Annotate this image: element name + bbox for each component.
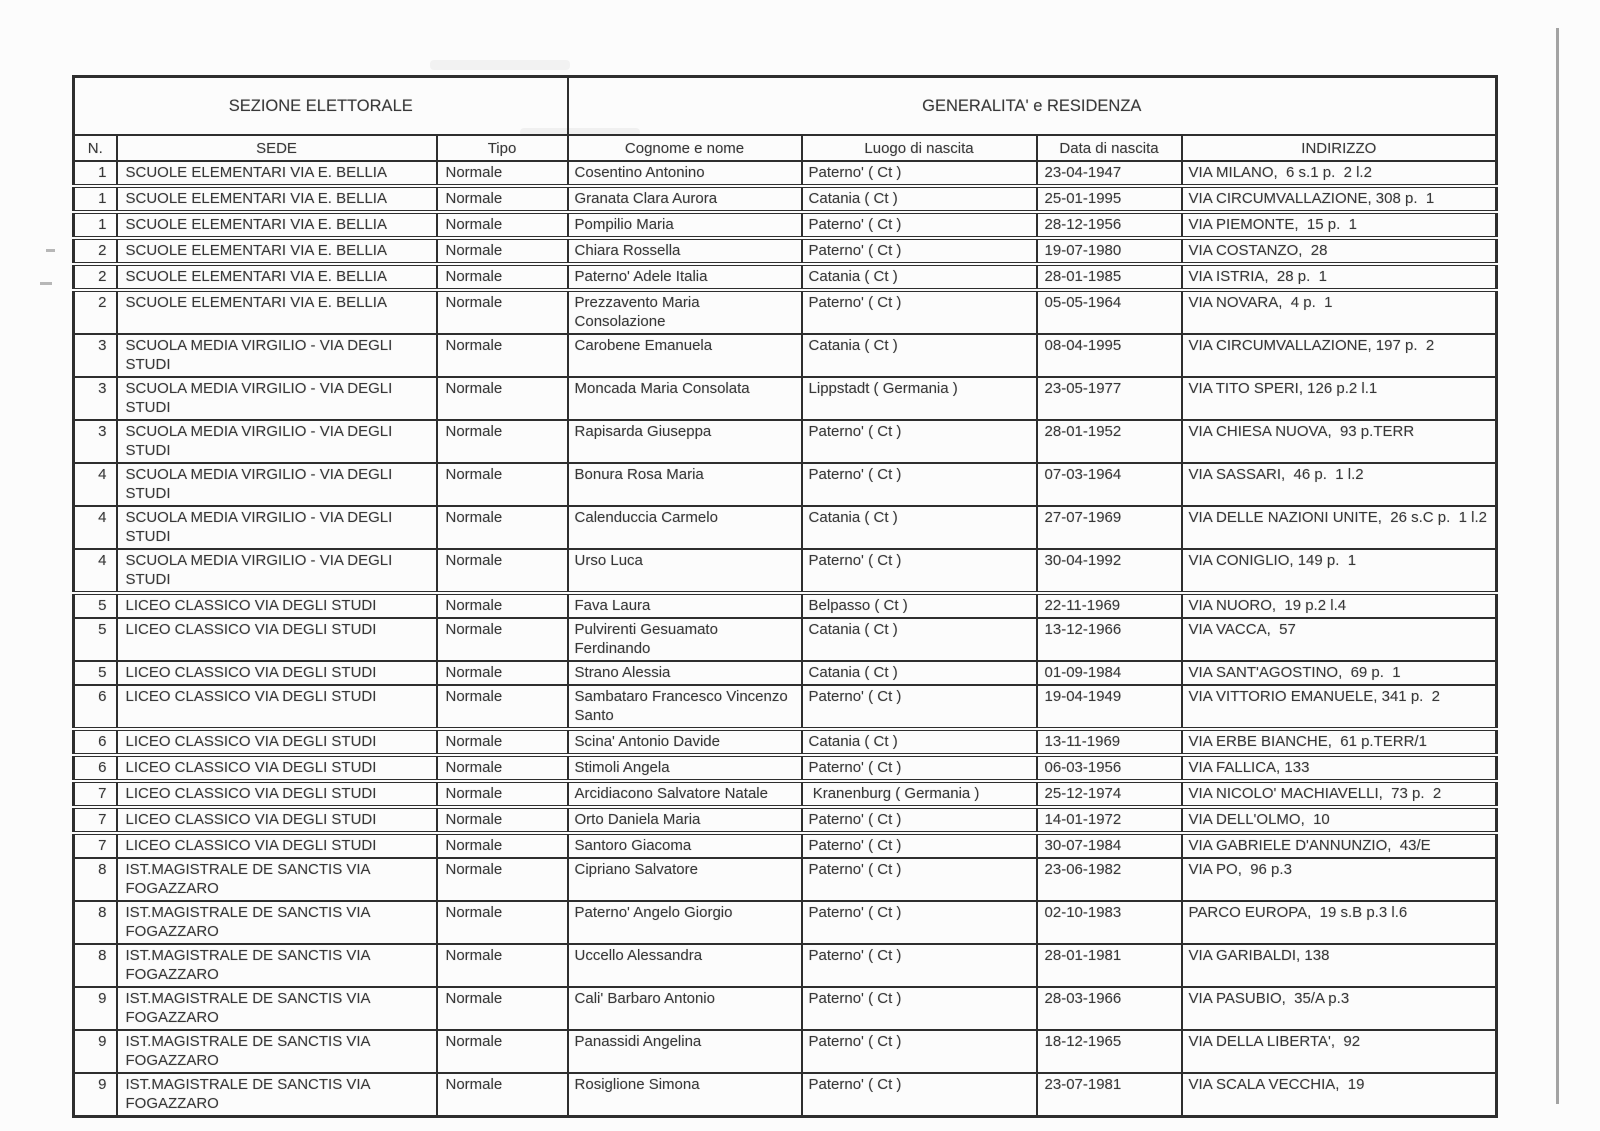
cell-n: 7 — [74, 781, 117, 807]
cell-data_nascita: 13-12-1966 — [1037, 618, 1182, 661]
cell-sede: LICEO CLASSICO VIA DEGLI STUDI — [117, 729, 437, 755]
cell-cognome: Pulvirenti Gesuamato Ferdinando — [568, 618, 802, 661]
column-header-cognome-e-nome: Cognome e nome — [568, 135, 802, 161]
cell-tipo: Normale — [437, 987, 568, 1030]
scan-artifact-dash — [40, 282, 52, 285]
cell-sede: SCUOLA MEDIA VIRGILIO - VIA DEGLI STUDI — [117, 420, 437, 463]
table-row — [74, 463, 1497, 506]
cell-data_nascita: 13-11-1969 — [1037, 729, 1182, 755]
cell-cognome: Orto Daniela Maria — [568, 807, 802, 833]
cell-luogo: Paterno' ( Ct ) — [802, 755, 1037, 781]
table-row — [74, 901, 1497, 944]
table-row — [74, 186, 1497, 212]
cell-data_nascita: 30-04-1992 — [1037, 549, 1182, 593]
cell-indirizzo: VIA DELLA LIBERTA', 92 — [1182, 1030, 1497, 1073]
cell-tipo: Normale — [437, 420, 568, 463]
cell-n: 3 — [74, 377, 117, 420]
cell-data_nascita: 19-07-1980 — [1037, 238, 1182, 264]
cell-sede: SCUOLE ELEMENTARI VIA E. BELLIA — [117, 264, 437, 290]
cell-data_nascita: 28-01-1981 — [1037, 944, 1182, 987]
cell-luogo: Belpasso ( Ct ) — [802, 593, 1037, 618]
cell-sede: SCUOLE ELEMENTARI VIA E. BELLIA — [117, 212, 437, 238]
cell-luogo: Paterno' ( Ct ) — [802, 238, 1037, 264]
cell-indirizzo: VIA CHIESA NUOVA, 93 p.TERR — [1182, 420, 1497, 463]
cell-luogo: Paterno' ( Ct ) — [802, 901, 1037, 944]
cell-tipo: Normale — [437, 858, 568, 901]
cell-n: 9 — [74, 1030, 117, 1073]
cell-sede: SCUOLA MEDIA VIRGILIO - VIA DEGLI STUDI — [117, 463, 437, 506]
cell-data_nascita: 14-01-1972 — [1037, 807, 1182, 833]
cell-luogo: Catania ( Ct ) — [802, 334, 1037, 377]
cell-indirizzo: VIA NUORO, 19 p.2 l.4 — [1182, 593, 1497, 618]
cell-n: 5 — [74, 618, 117, 661]
cell-luogo: Paterno' ( Ct ) — [802, 212, 1037, 238]
cell-luogo: Paterno' ( Ct ) — [802, 549, 1037, 593]
cell-luogo: Catania ( Ct ) — [802, 506, 1037, 549]
cell-indirizzo: VIA FALLICA, 133 — [1182, 755, 1497, 781]
cell-sede: LICEO CLASSICO VIA DEGLI STUDI — [117, 833, 437, 858]
cell-indirizzo: VIA CIRCUMVALLAZIONE, 308 p. 1 — [1182, 186, 1497, 212]
cell-n: 8 — [74, 901, 117, 944]
cell-n: 6 — [74, 755, 117, 781]
table-row — [74, 987, 1497, 1030]
cell-n: 3 — [74, 420, 117, 463]
cell-cognome: Cosentino Antonino — [568, 161, 802, 186]
cell-n: 9 — [74, 987, 117, 1030]
cell-data_nascita: 23-07-1981 — [1037, 1073, 1182, 1117]
cell-tipo: Normale — [437, 549, 568, 593]
cell-data_nascita: 02-10-1983 — [1037, 901, 1182, 944]
cell-sede: IST.MAGISTRALE DE SANCTIS VIA FOGAZZARO — [117, 1030, 437, 1073]
cell-luogo: Lippstadt ( Germania ) — [802, 377, 1037, 420]
cell-tipo: Normale — [437, 807, 568, 833]
cell-sede: LICEO CLASSICO VIA DEGLI STUDI — [117, 685, 437, 729]
table-row — [74, 781, 1497, 807]
cell-n: 9 — [74, 1073, 117, 1117]
cell-sede: IST.MAGISTRALE DE SANCTIS VIA FOGAZZARO — [117, 1073, 437, 1117]
cell-cognome: Strano Alessia — [568, 661, 802, 685]
cell-cognome: Sambataro Francesco Vincenzo Santo — [568, 685, 802, 729]
cell-sede: SCUOLE ELEMENTARI VIA E. BELLIA — [117, 186, 437, 212]
cell-indirizzo: PARCO EUROPA, 19 s.B p.3 l.6 — [1182, 901, 1497, 944]
cell-cognome: Stimoli Angela — [568, 755, 802, 781]
cell-n: 8 — [74, 944, 117, 987]
cell-data_nascita: 06-03-1956 — [1037, 755, 1182, 781]
cell-indirizzo: VIA VACCA, 57 — [1182, 618, 1497, 661]
cell-tipo: Normale — [437, 901, 568, 944]
cell-cognome: Uccello Alessandra — [568, 944, 802, 987]
table-row — [74, 661, 1497, 685]
cell-tipo: Normale — [437, 1073, 568, 1117]
column-header-sede: SEDE — [117, 135, 437, 161]
cell-data_nascita: 22-11-1969 — [1037, 593, 1182, 618]
cell-n: 2 — [74, 238, 117, 264]
cell-cognome: Rapisarda Giuseppa — [568, 420, 802, 463]
cell-tipo: Normale — [437, 506, 568, 549]
cell-cognome: Prezzavento Maria Consolazione — [568, 290, 802, 334]
cell-sede: SCUOLA MEDIA VIRGILIO - VIA DEGLI STUDI — [117, 334, 437, 377]
cell-indirizzo: VIA ISTRIA, 28 p. 1 — [1182, 264, 1497, 290]
table-row — [74, 506, 1497, 549]
column-header-data-di-nascita: Data di nascita — [1037, 135, 1182, 161]
cell-n: 3 — [74, 334, 117, 377]
section-band-row — [74, 77, 1497, 136]
table-row — [74, 1030, 1497, 1073]
cell-data_nascita: 25-01-1995 — [1037, 186, 1182, 212]
cell-cognome: Scina' Antonio Davide — [568, 729, 802, 755]
cell-luogo: Paterno' ( Ct ) — [802, 685, 1037, 729]
cell-data_nascita: 18-12-1965 — [1037, 1030, 1182, 1073]
cell-luogo: Paterno' ( Ct ) — [802, 1030, 1037, 1073]
cell-sede: IST.MAGISTRALE DE SANCTIS VIA FOGAZZARO — [117, 901, 437, 944]
cell-indirizzo: VIA PIEMONTE, 15 p. 1 — [1182, 212, 1497, 238]
cell-cognome: Fava Laura — [568, 593, 802, 618]
cell-indirizzo: VIA PO, 96 p.3 — [1182, 858, 1497, 901]
cell-data_nascita: 28-03-1966 — [1037, 987, 1182, 1030]
column-header-n: N. — [74, 135, 117, 161]
cell-indirizzo: VIA SANT'AGOSTINO, 69 p. 1 — [1182, 661, 1497, 685]
cell-tipo: Normale — [437, 755, 568, 781]
cell-data_nascita: 23-06-1982 — [1037, 858, 1182, 901]
cell-sede: SCUOLE ELEMENTARI VIA E. BELLIA — [117, 290, 437, 334]
scan-artifact-vertical-line — [1556, 28, 1559, 1104]
cell-n: 2 — [74, 264, 117, 290]
cell-indirizzo: VIA NOVARA, 4 p. 1 — [1182, 290, 1497, 334]
cell-luogo: Paterno' ( Ct ) — [802, 463, 1037, 506]
cell-tipo: Normale — [437, 661, 568, 685]
column-header-indirizzo: INDIRIZZO — [1182, 135, 1497, 161]
cell-n: 8 — [74, 858, 117, 901]
table-row — [74, 833, 1497, 858]
cell-sede: LICEO CLASSICO VIA DEGLI STUDI — [117, 807, 437, 833]
cell-tipo: Normale — [437, 290, 568, 334]
cell-cognome: Cipriano Salvatore — [568, 858, 802, 901]
table-row — [74, 755, 1497, 781]
cell-n: 2 — [74, 290, 117, 334]
cell-luogo: Paterno' ( Ct ) — [802, 807, 1037, 833]
cell-tipo: Normale — [437, 161, 568, 186]
cell-cognome: Pompilio Maria — [568, 212, 802, 238]
cell-luogo: Paterno' ( Ct ) — [802, 944, 1037, 987]
cell-n: 4 — [74, 549, 117, 593]
cell-luogo: Catania ( Ct ) — [802, 618, 1037, 661]
cell-cognome: Calenduccia Carmelo — [568, 506, 802, 549]
cell-cognome: Moncada Maria Consolata — [568, 377, 802, 420]
electoral-roll-table — [72, 75, 1498, 1118]
cell-cognome: Chiara Rossella — [568, 238, 802, 264]
cell-cognome: Cali' Barbaro Antonio — [568, 987, 802, 1030]
cell-luogo: Paterno' ( Ct ) — [802, 290, 1037, 334]
cell-data_nascita: 25-12-1974 — [1037, 781, 1182, 807]
table-row — [74, 161, 1497, 186]
table-row — [74, 290, 1497, 334]
cell-sede: IST.MAGISTRALE DE SANCTIS VIA FOGAZZARO — [117, 987, 437, 1030]
cell-tipo: Normale — [437, 685, 568, 729]
cell-n: 1 — [74, 161, 117, 186]
table-row — [74, 377, 1497, 420]
table-row — [74, 807, 1497, 833]
table-row — [74, 420, 1497, 463]
table-row — [74, 264, 1497, 290]
cell-cognome: Santoro Giacoma — [568, 833, 802, 858]
cell-indirizzo: VIA CIRCUMVALLAZIONE, 197 p. 2 — [1182, 334, 1497, 377]
cell-indirizzo: VIA SCALA VECCHIA, 19 — [1182, 1073, 1497, 1117]
cell-indirizzo: VIA VITTORIO EMANUELE, 341 p. 2 — [1182, 685, 1497, 729]
cell-sede: SCUOLA MEDIA VIRGILIO - VIA DEGLI STUDI — [117, 377, 437, 420]
cell-luogo: Paterno' ( Ct ) — [802, 858, 1037, 901]
band-header-generalita-residenza: GENERALITA' e RESIDENZA — [568, 77, 1497, 136]
cell-luogo: Kranenburg ( Germania ) — [802, 781, 1037, 807]
cell-luogo: Paterno' ( Ct ) — [802, 161, 1037, 186]
table-row — [74, 549, 1497, 593]
cell-data_nascita: 19-04-1949 — [1037, 685, 1182, 729]
cell-data_nascita: 07-03-1964 — [1037, 463, 1182, 506]
band-header-sezione-elettorale: SEZIONE ELETTORALE — [74, 77, 568, 136]
cell-sede: IST.MAGISTRALE DE SANCTIS VIA FOGAZZARO — [117, 944, 437, 987]
table-row — [74, 858, 1497, 901]
cell-data_nascita: 28-12-1956 — [1037, 212, 1182, 238]
column-header-tipo: Tipo — [437, 135, 568, 161]
cell-tipo: Normale — [437, 729, 568, 755]
cell-sede: LICEO CLASSICO VIA DEGLI STUDI — [117, 661, 437, 685]
cell-data_nascita: 27-07-1969 — [1037, 506, 1182, 549]
table-row — [74, 944, 1497, 987]
cell-tipo: Normale — [437, 618, 568, 661]
cell-indirizzo: VIA NICOLO' MACHIAVELLI, 73 p. 2 — [1182, 781, 1497, 807]
cell-indirizzo: VIA COSTANZO, 28 — [1182, 238, 1497, 264]
cell-luogo: Catania ( Ct ) — [802, 661, 1037, 685]
cell-n: 6 — [74, 729, 117, 755]
cell-data_nascita: 28-01-1952 — [1037, 420, 1182, 463]
cell-sede: SCUOLA MEDIA VIRGILIO - VIA DEGLI STUDI — [117, 506, 437, 549]
cell-n: 4 — [74, 463, 117, 506]
cell-tipo: Normale — [437, 593, 568, 618]
cell-data_nascita: 23-04-1947 — [1037, 161, 1182, 186]
cell-cognome: Rosiglione Simona — [568, 1073, 802, 1117]
cell-sede: IST.MAGISTRALE DE SANCTIS VIA FOGAZZARO — [117, 858, 437, 901]
cell-cognome: Bonura Rosa Maria — [568, 463, 802, 506]
cell-cognome: Panassidi Angelina — [568, 1030, 802, 1073]
column-header-row — [74, 135, 1497, 161]
cell-indirizzo: VIA ERBE BIANCHE, 61 p.TERR/1 — [1182, 729, 1497, 755]
cell-data_nascita: 01-09-1984 — [1037, 661, 1182, 685]
cell-data_nascita: 08-04-1995 — [1037, 334, 1182, 377]
cell-cognome: Paterno' Adele Italia — [568, 264, 802, 290]
cell-sede: SCUOLE ELEMENTARI VIA E. BELLIA — [117, 161, 437, 186]
table-body — [74, 161, 1497, 1117]
cell-n: 5 — [74, 593, 117, 618]
table-row — [74, 334, 1497, 377]
cell-sede: LICEO CLASSICO VIA DEGLI STUDI — [117, 593, 437, 618]
cell-luogo: Catania ( Ct ) — [802, 729, 1037, 755]
cell-sede: SCUOLE ELEMENTARI VIA E. BELLIA — [117, 238, 437, 264]
cell-luogo: Paterno' ( Ct ) — [802, 987, 1037, 1030]
cell-indirizzo: VIA MILANO, 6 s.1 p. 2 l.2 — [1182, 161, 1497, 186]
cell-n: 4 — [74, 506, 117, 549]
cell-n: 7 — [74, 833, 117, 858]
cell-indirizzo: VIA GARIBALDI, 138 — [1182, 944, 1497, 987]
cell-n: 1 — [74, 212, 117, 238]
table-row — [74, 1073, 1497, 1117]
cell-indirizzo: VIA DELLE NAZIONI UNITE, 26 s.C p. 1 l.2 — [1182, 506, 1497, 549]
cell-n: 6 — [74, 685, 117, 729]
cell-tipo: Normale — [437, 833, 568, 858]
cell-tipo: Normale — [437, 463, 568, 506]
cell-data_nascita: 28-01-1985 — [1037, 264, 1182, 290]
cell-indirizzo: VIA TITO SPERI, 126 p.2 l.1 — [1182, 377, 1497, 420]
cell-n: 7 — [74, 807, 117, 833]
scan-artifact-smudge — [430, 60, 570, 70]
cell-tipo: Normale — [437, 781, 568, 807]
cell-indirizzo: VIA CONIGLIO, 149 p. 1 — [1182, 549, 1497, 593]
cell-data_nascita: 30-07-1984 — [1037, 833, 1182, 858]
table-row — [74, 685, 1497, 729]
cell-tipo: Normale — [437, 238, 568, 264]
table-row — [74, 238, 1497, 264]
cell-indirizzo: VIA PASUBIO, 35/A p.3 — [1182, 987, 1497, 1030]
cell-tipo: Normale — [437, 186, 568, 212]
cell-luogo: Paterno' ( Ct ) — [802, 833, 1037, 858]
cell-indirizzo: VIA DELL'OLMO, 10 — [1182, 807, 1497, 833]
cell-cognome: Urso Luca — [568, 549, 802, 593]
cell-luogo: Paterno' ( Ct ) — [802, 1073, 1037, 1117]
cell-cognome: Granata Clara Aurora — [568, 186, 802, 212]
cell-sede: LICEO CLASSICO VIA DEGLI STUDI — [117, 618, 437, 661]
cell-data_nascita: 23-05-1977 — [1037, 377, 1182, 420]
column-header-luogo-di-nascita: Luogo di nascita — [802, 135, 1037, 161]
cell-tipo: Normale — [437, 377, 568, 420]
cell-sede: LICEO CLASSICO VIA DEGLI STUDI — [117, 755, 437, 781]
cell-indirizzo: VIA GABRIELE D'ANNUNZIO, 43/E — [1182, 833, 1497, 858]
cell-indirizzo: VIA SASSARI, 46 p. 1 l.2 — [1182, 463, 1497, 506]
cell-tipo: Normale — [437, 1030, 568, 1073]
cell-luogo: Catania ( Ct ) — [802, 264, 1037, 290]
cell-tipo: Normale — [437, 264, 568, 290]
cell-sede: LICEO CLASSICO VIA DEGLI STUDI — [117, 781, 437, 807]
table-row — [74, 593, 1497, 618]
table-row — [74, 618, 1497, 661]
cell-tipo: Normale — [437, 334, 568, 377]
cell-sede: SCUOLA MEDIA VIRGILIO - VIA DEGLI STUDI — [117, 549, 437, 593]
cell-luogo: Paterno' ( Ct ) — [802, 420, 1037, 463]
cell-cognome: Arcidiacono Salvatore Natale — [568, 781, 802, 807]
scan-artifact-dash — [46, 249, 55, 252]
cell-tipo: Normale — [437, 212, 568, 238]
cell-tipo: Normale — [437, 944, 568, 987]
cell-data_nascita: 05-05-1964 — [1037, 290, 1182, 334]
cell-n: 1 — [74, 186, 117, 212]
table-row — [74, 212, 1497, 238]
cell-cognome: Paterno' Angelo Giorgio — [568, 901, 802, 944]
cell-luogo: Catania ( Ct ) — [802, 186, 1037, 212]
table-row — [74, 729, 1497, 755]
cell-n: 5 — [74, 661, 117, 685]
cell-cognome: Carobene Emanuela — [568, 334, 802, 377]
